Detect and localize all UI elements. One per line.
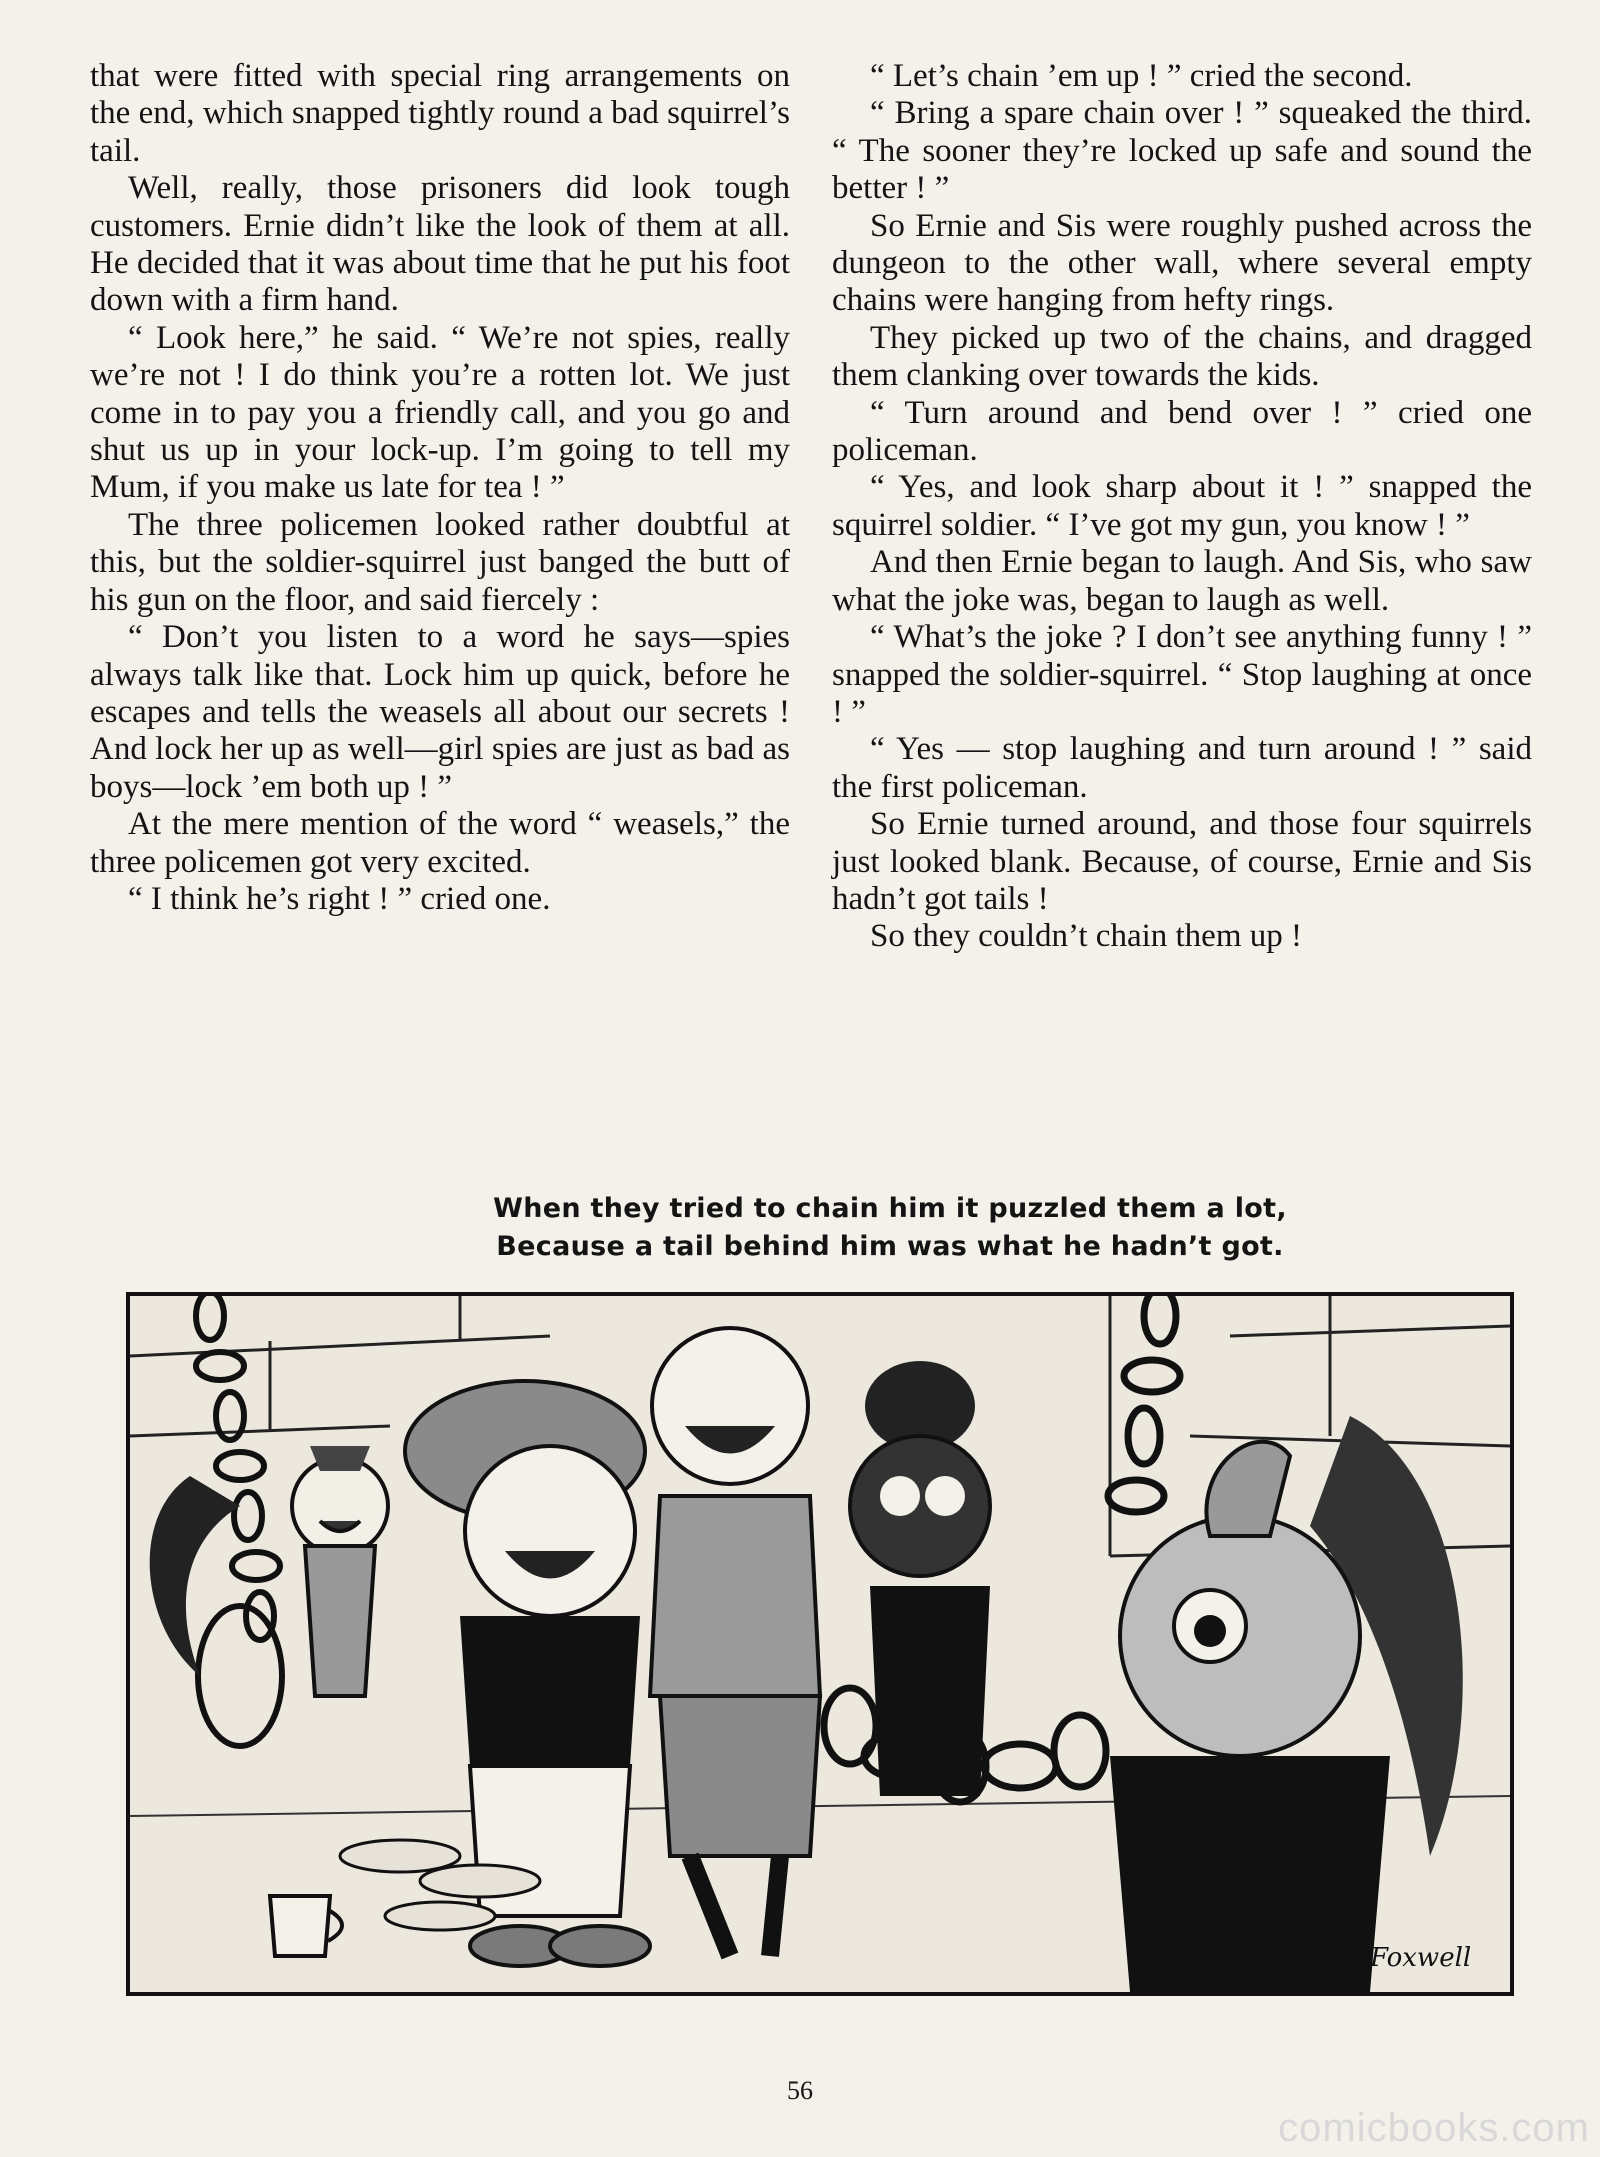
watermark: comicbooks.com [1278,2106,1590,2150]
illustration-caption [0,1190,1600,1266]
caption-line: When they tried to chain him it puzzled them a lot, [493,1193,1287,1224]
dungeon-illustration [126,1292,1514,1996]
story-paragraph: The three policemen looked rather doubtful at this, but the soldier-squirrel just banged the butt of his gun on the floor, and said fiercely : [90,506,790,618]
tea-cup-icon [270,1896,342,1956]
story-paragraph: So they couldn’t chain them up ! [870,918,1302,955]
story-paragraph: So Ernie and Sis were roughly pushed across the dungeon to the other wall, where several empty chains were hanging from hefty rings. [832,207,1532,319]
sis-character [650,1328,820,1956]
chain-icon [1108,1296,1180,1512]
page-number: 56 [787,2076,813,2105]
story-paragraph: So Ernie turned around, and those four squirrels just looked blank. Because, of course, Ernie and Sis hadn’t got tails ! [832,806,1532,917]
story-paragraph: that were fitted with special ring arrangements on the end, which snapped tightly round a bad squirrel’s tail. [90,58,790,169]
story-paragraph: “ Yes, and look sharp about it ! ” snapped the squirrel soldier. “ I’ve got my gun, you know ! ” [832,469,1532,543]
story-paragraph: At the mere mention of the word “ weasels,” the three policemen got very excited. [90,806,790,880]
story-paragraph: “ Bring a spare chain over ! ” squeaked the third. “ The sooner they’re locked up safe and sound the better ! ” [832,95,1532,207]
artist-signature: Foxwell [1370,1943,1472,1973]
right-column [832,58,1532,1178]
story-paragraph: They picked up two of the chains, and dragged them clanking over towards the kids. [832,319,1532,394]
story-paragraph: “ Don’t you listen to a word he says—spies always talk like that. Lock him up quick, before he escapes and tells the weasels all about our secrets ! And lock her up as well—girl spies are just as bad as boys—lock ’em both up ! ” [90,619,790,805]
story-paragraph: “ What’s the joke ? I don’t see anything funny ! ” snapped the soldier-squirrel. “ Stop laughing at once ! ” [832,619,1532,730]
left-column [90,58,790,1178]
story-paragraph: Well, really, those prisoners did look tough customers. Ernie didn’t like the look of them at all. He decided that it was about time that he put his foot down with a firm hand. [90,170,790,319]
story-columns [90,58,1532,1178]
illustration-art [130,1296,1510,1992]
story-paragraph: “ Yes — stop laughing and turn around ! ” said the first policeman. [832,731,1532,805]
story-paragraph: “ I think he’s right ! ” cried one. [128,880,551,917]
story-paragraph: And then Ernie began to laugh. And Sis, who saw what the joke was, began to laugh as well. [832,544,1532,618]
squirrel-policeman-left [150,1446,388,1696]
caption-line: Because a tail behind him was what he hadn’t got. [496,1231,1284,1262]
story-paragraph: “ Look here,” he said. “ We’re not spies, really we’re not ! I do think you’re a rotten lot. We just come in to pay you a friendly call, and you go and shut us up in your lock-up. I’m going to tell my Mum, if you make us late for tea ! ” [90,319,790,506]
story-paragraph: “ Let’s chain ’em up ! ” cried the second. [870,58,1413,94]
story-paragraph: “ Turn around and bend over ! ” cried one policeman. [832,394,1532,469]
